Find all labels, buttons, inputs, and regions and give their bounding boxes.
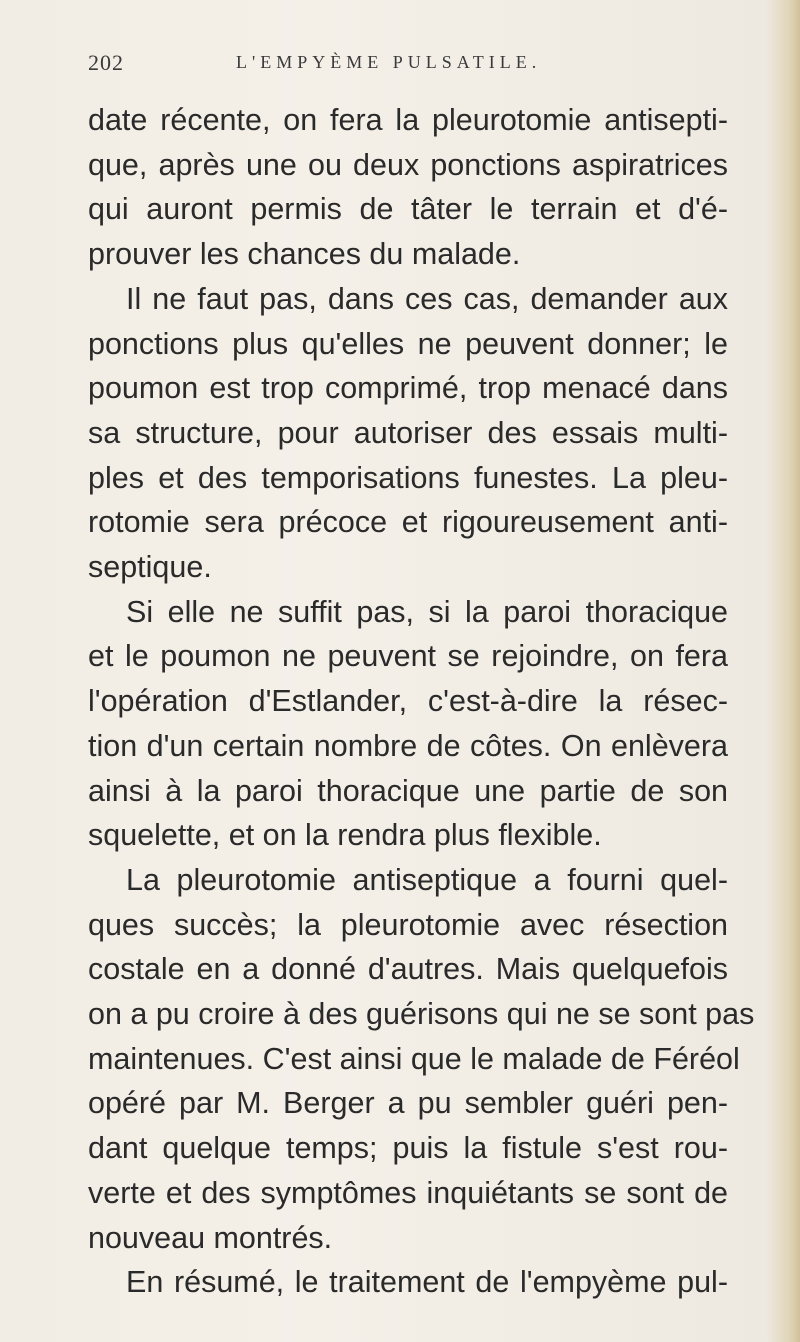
text-line: squelette, et on la rendra plus flexible. xyxy=(88,818,602,853)
page-edge-shadow xyxy=(766,0,800,1342)
paragraph xyxy=(88,277,728,590)
text-line: nouveau montrés. xyxy=(88,1220,333,1255)
text-line: En résumé, le traitement de l'empyème pul- xyxy=(126,1265,728,1300)
page-number: 202 xyxy=(88,50,124,75)
text-line: qui auront permis de tâter le terrain et d'é- xyxy=(88,192,728,227)
text-line: l'opération d'Estlander, c'est-à-dire la résec- xyxy=(88,684,728,719)
text-line: Si elle ne suffit pas, si la paroi thoracique xyxy=(126,594,728,629)
text-line: on a pu croire à des guérisons qui ne se sont pas xyxy=(88,997,755,1032)
text-line: tion d'un certain nombre de côtes. On enlèvera xyxy=(88,728,728,763)
text-line: verte et des symptômes inquiétants se sont de xyxy=(88,1175,728,1210)
paragraph xyxy=(88,858,755,1260)
text-line: ques succès; la pleurotomie avec résection xyxy=(88,907,728,942)
text-line: Il ne faut pas, dans ces cas, demander aux xyxy=(126,281,728,316)
text-line: ponctions plus qu'elles ne peuvent donner; le xyxy=(88,326,728,361)
text-line: et le poumon ne peuvent se rejoindre, on fera xyxy=(88,639,728,674)
text-line: La pleurotomie antiseptique a fourni quel- xyxy=(126,862,728,897)
text-line: opéré par M. Berger a pu sembler guéri pen- xyxy=(88,1086,728,1121)
text-line: sa structure, pour autoriser des essais multi- xyxy=(88,415,728,450)
text-line: poumon est trop comprimé, trop menacé dans xyxy=(88,371,728,406)
text-line: maintenues. C'est ainsi que le malade de Féréol xyxy=(88,1041,740,1076)
text-line: rotomie sera précoce et rigoureusement anti- xyxy=(88,505,728,540)
running-title: L'EMPYÈME PULSATILE. xyxy=(236,52,542,72)
page-header xyxy=(0,50,800,90)
paragraph xyxy=(88,98,728,277)
text-line: date récente, on fera la pleurotomie antisepti- xyxy=(88,103,728,137)
text-line: dant quelque temps; puis la fistule s'est rou- xyxy=(88,1131,728,1166)
text-line: costale en a donné d'autres. Mais quelquefois xyxy=(88,952,728,987)
text-line: septique. xyxy=(88,550,212,585)
text-line: ples et des temporisations funestes. La pleu- xyxy=(88,460,728,495)
paragraph xyxy=(88,590,728,858)
body-text xyxy=(88,98,755,1305)
text-line: que, après une ou deux ponctions aspiratrices xyxy=(88,147,728,182)
text-line: ainsi à la paroi thoracique une partie de son xyxy=(88,773,728,808)
paragraph xyxy=(88,1260,728,1305)
text-line: prouver les chances du malade. xyxy=(88,237,521,272)
